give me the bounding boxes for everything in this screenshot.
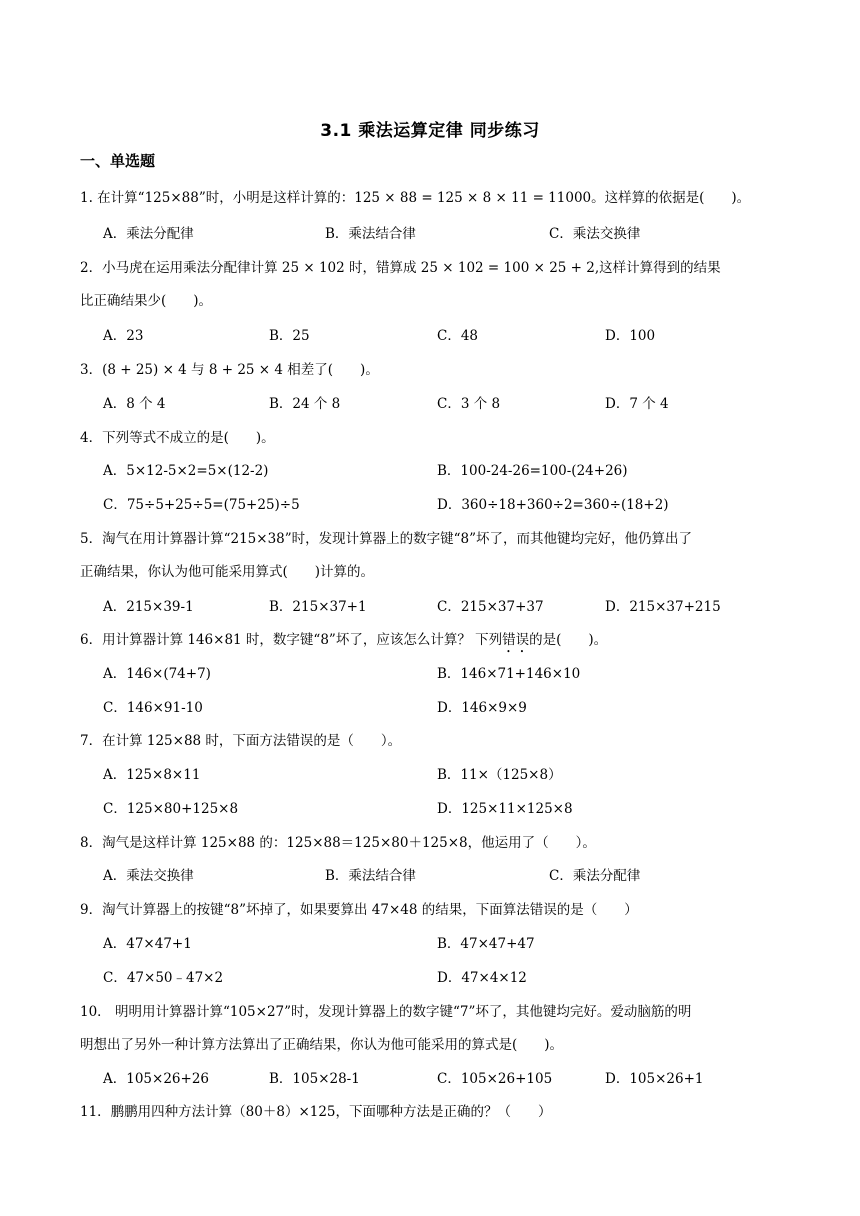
question-1-options <box>103 224 803 244</box>
question-9-option-d[interactable]: D．47×4×12 <box>437 970 527 986</box>
question-4-options-row-1 <box>103 461 803 481</box>
question-7-option-a[interactable]: A．125×8×11 <box>103 767 201 783</box>
question-2-option-b[interactable]: B．25 <box>269 328 310 344</box>
question-9-option-a[interactable]: A．47×47+1 <box>103 936 192 952</box>
question-10-text-line-1: 10． 明明用计算器计算“105×27”时，发现计算器上的数字键“7”坏了，其他键均完好。爱动脑筋的明 <box>80 1004 692 1020</box>
question-10-options <box>103 1069 803 1089</box>
question-8-options <box>103 866 803 886</box>
question-4-text: 4．下列等式不成立的是( )。 <box>80 430 275 446</box>
question-2-option-c[interactable]: C．48 <box>437 328 479 344</box>
question-2-option-a[interactable]: A．23 <box>103 328 144 344</box>
question-5-options <box>103 597 803 617</box>
question-10-option-c[interactable]: C．105×26+105 <box>437 1071 553 1087</box>
question-5-text-line-2: 正确结果，你认为他可能采用算式( )计算的。 <box>80 564 375 580</box>
question-6-text-part-3: 的是( )。 <box>529 632 608 648</box>
question-1-text: 1. 在计算“125×88”时，小明是这样计算的：125 × 88 = 125 × 8 × 11 = 11000。这样算的依据是( )。 <box>80 190 751 206</box>
question-3-option-b[interactable]: B．24 个 8 <box>269 396 341 412</box>
question-7-options-row-1 <box>103 765 803 785</box>
question-3-text: 3．(8 + 25) × 4 与 8 + 25 × 4 相差了( )。 <box>80 362 379 378</box>
question-4-option-c[interactable]: C．75÷5+25÷5=(75+25)÷5 <box>103 497 300 513</box>
question-6-option-b[interactable]: B．146×71+146×10 <box>437 666 581 682</box>
question-8-option-a[interactable]: A．乘法交换律 <box>103 868 194 884</box>
question-7-text: 7．在计算 125×88 时，下面方法错误的是（ ）。 <box>80 733 402 749</box>
question-8-option-b[interactable]: B．乘法结合律 <box>325 868 416 884</box>
question-4-option-d[interactable]: D．360÷18+360÷2=360÷(18+2) <box>437 497 669 513</box>
question-7-option-d[interactable]: D．125×11×125×8 <box>437 801 573 817</box>
question-4-option-a[interactable]: A．5×12-5×2=5×(12-2) <box>103 463 269 479</box>
question-1-option-b[interactable]: B．乘法结合律 <box>325 226 416 242</box>
question-6-option-d[interactable]: D．146×9×9 <box>437 700 527 716</box>
question-1-option-c[interactable]: C．乘法交换律 <box>549 226 641 242</box>
question-2-option-d[interactable]: D．100 <box>605 328 656 344</box>
page-title: 3.1 乘法运算定律 同步练习 <box>320 121 540 141</box>
section-heading: 一、单选题 <box>80 152 156 170</box>
question-4-option-b[interactable]: B．100-24-26=100-(24+26) <box>437 463 628 479</box>
question-3-option-d[interactable]: D．7 个 4 <box>605 396 669 412</box>
question-8-text: 8．淘气是这样计算 125×88 的：125×88＝125×80＋125×8，他运用了（ ）。 <box>80 835 596 851</box>
question-9-options-row-1 <box>103 934 803 954</box>
question-9-option-b[interactable]: B．47×47+47 <box>437 936 535 952</box>
question-2-options <box>103 326 803 346</box>
question-6-options-row-2 <box>103 698 803 718</box>
question-8-option-c[interactable]: C．乘法分配律 <box>549 868 641 884</box>
question-5-option-c[interactable]: C．215×37+37 <box>437 599 544 615</box>
question-3-option-c[interactable]: C．3 个 8 <box>437 396 501 412</box>
question-3-option-a[interactable]: A．8 个 4 <box>103 396 166 412</box>
question-6-text-part-1: 6．用计算器计算 146×81 时，数字键“8”坏了，应该怎么计算？ 下列 <box>80 632 503 648</box>
question-10-option-a[interactable]: A．105×26+26 <box>103 1071 209 1087</box>
question-9-option-c[interactable]: C．47×50﹣47×2 <box>103 970 224 986</box>
question-5-text-line-1: 5．淘气在用计算器计算“215×38”时，发现计算器上的数字键“8”坏了，而其他键均完好，他仍算出了 <box>80 531 693 547</box>
question-2-text-line-2: 比正确结果少( )。 <box>80 293 213 309</box>
question-2-text-line-1: 2．小马虎在运用乘法分配律计算 25 × 102 时，错算成 25 × 102 = 100 × 25 + 2,这样计算得到的结果 <box>80 260 721 276</box>
question-10-text-line-2: 明想出了另外一种计算方法算出了正确结果，你认为他可能采用的算式是( )。 <box>80 1037 564 1053</box>
question-9-options-row-2 <box>103 968 803 988</box>
question-1-option-a[interactable]: A．乘法分配律 <box>103 226 194 242</box>
question-4-options-row-2 <box>103 495 803 515</box>
question-7-options-row-2 <box>103 799 803 819</box>
question-3-options <box>103 394 803 414</box>
question-5-option-a[interactable]: A．215×39-1 <box>103 599 194 615</box>
question-6-option-a[interactable]: A．146×(74+7) <box>103 666 211 682</box>
question-6-option-c[interactable]: C．146×91-10 <box>103 700 203 716</box>
question-6-emphasis: 错误 <box>502 632 530 648</box>
question-9-text: 9．淘气计算器上的按键“8”坏掉了，如果要算出 47×48 的结果，下面算法错误的是（ ） <box>80 902 638 918</box>
question-6-options-row-1 <box>103 664 803 684</box>
question-7-option-c[interactable]: C．125×80+125×8 <box>103 801 239 817</box>
question-5-option-b[interactable]: B．215×37+1 <box>269 599 367 615</box>
question-5-option-d[interactable]: D．215×37+215 <box>605 599 721 615</box>
question-10-option-d[interactable]: D．105×26+1 <box>605 1071 704 1087</box>
question-10-option-b[interactable]: B．105×28-1 <box>269 1071 360 1087</box>
question-11-text: 11．鹏鹏用四种方法计算（80＋8）×125，下面哪种方法是正确的？（ ） <box>80 1104 552 1120</box>
question-6-text <box>80 630 790 656</box>
question-7-option-b[interactable]: B．11×（125×8） <box>437 767 562 783</box>
